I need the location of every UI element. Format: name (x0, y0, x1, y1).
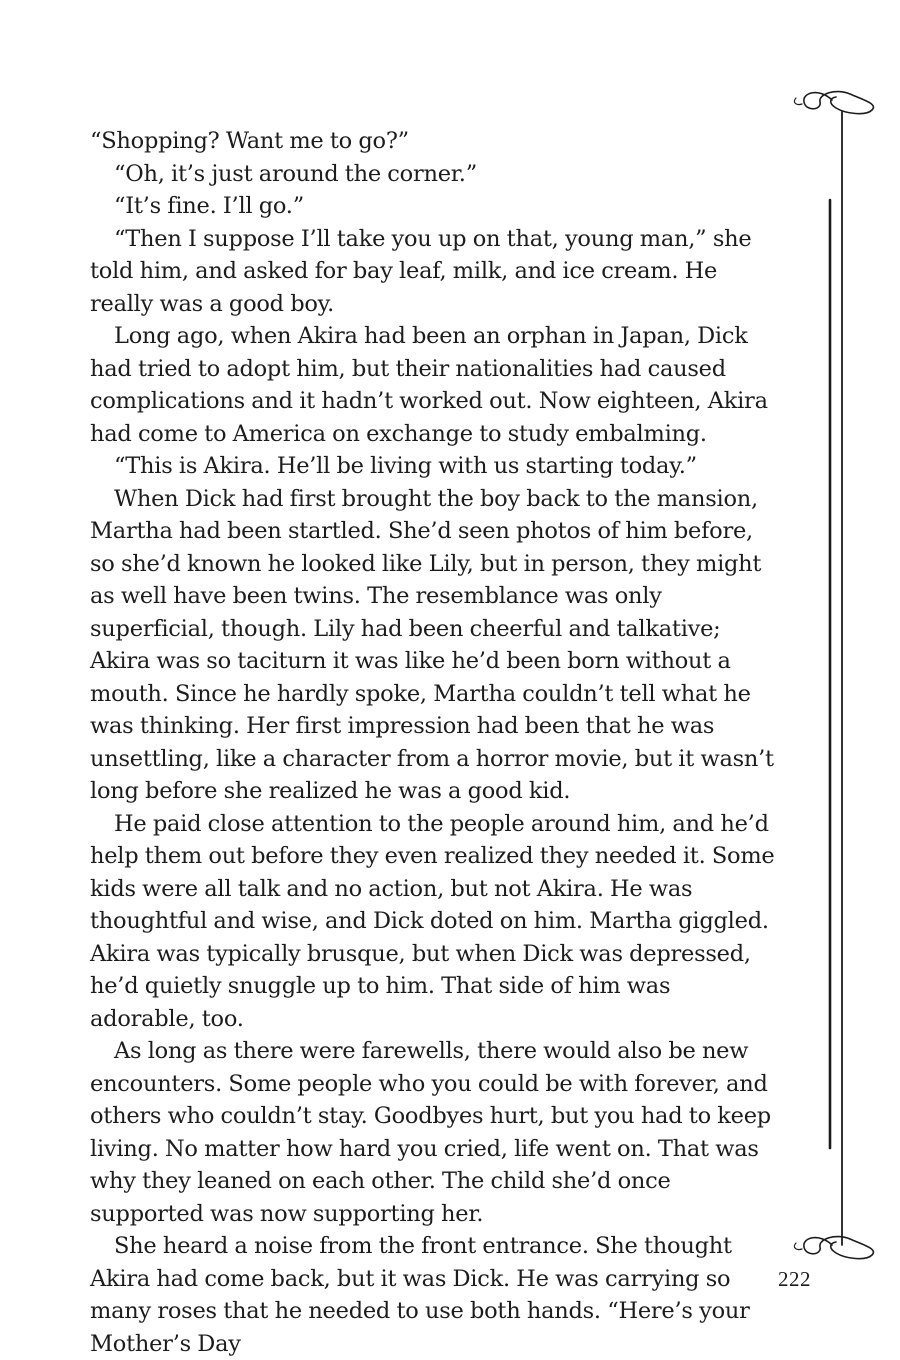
paragraph: “This is Akira. He’ll be living with us starting today.” (114, 453, 697, 479)
page-ornament-icon (780, 70, 890, 1300)
paragraph: She heard a noise from the front entrance. She thought Akira had come back, but it was Dick. He was carrying so many roses that he needed to use both hands. “Here’s your Mother’s Day (90, 1233, 750, 1357)
paragraph: As long as there were farewells, there would also be new encounters. Some people who you could be with forever, and others who couldn’t stay. Goodbyes hurt, but you had to keep living. No matter how hard you cried, life went on. That was why they leaned on each other. The child she’d once supported was now supporting her. (90, 1038, 771, 1227)
top-flourish (804, 92, 874, 114)
paragraph: “Then I suppose I’ll take you up on that, young man,” she told him, and asked for bay leaf, milk, and ice cream. He really was a good boy. (90, 225, 752, 317)
paragraph: “It’s fine. I’ll go.” (114, 193, 304, 219)
body-text (90, 125, 780, 1360)
paragraph: “Shopping? Want me to go?” (90, 128, 409, 154)
paragraph: Long ago, when Akira had been an orphan in Japan, Dick had tried to adopt him, but their nationalities had caused complications and it hadn’t worked out. Now eighteen, Akira had come to America on exchange to study embalming. (90, 323, 768, 447)
paragraph: He paid close attention to the people around him, and he’d help them out before they even realized they needed it. Some kids were all talk and no action, but not Akira. He was thoughtful and wise, and Dick doted on him. Martha giggled. Akira was typically brusque, but when Dick was depressed, he’d quietly snuggle up to him. That side of him was adorable, too. (90, 810, 775, 1032)
paragraph: When Dick had first brought the boy back to the mansion, Martha had been startled. She’d seen photos of him before, so she’d known he looked like Lily, but in person, they might as well have been twins. The resemblance was only superficial, though. Lily had been cheerful and talkative; Akira was so taciturn it was like he’d been born without a mouth. Since he hardly spoke, Martha couldn’t tell what he was thinking. Her first impression had been that he was unsettling, like a character from a horror movie, but it wasn’t long before she realized he was a good kid. (90, 485, 774, 804)
paragraph: “Oh, it’s just around the corner.” (114, 160, 477, 187)
page-number: 222 (778, 1267, 811, 1291)
bottom-flourish (804, 1237, 874, 1259)
